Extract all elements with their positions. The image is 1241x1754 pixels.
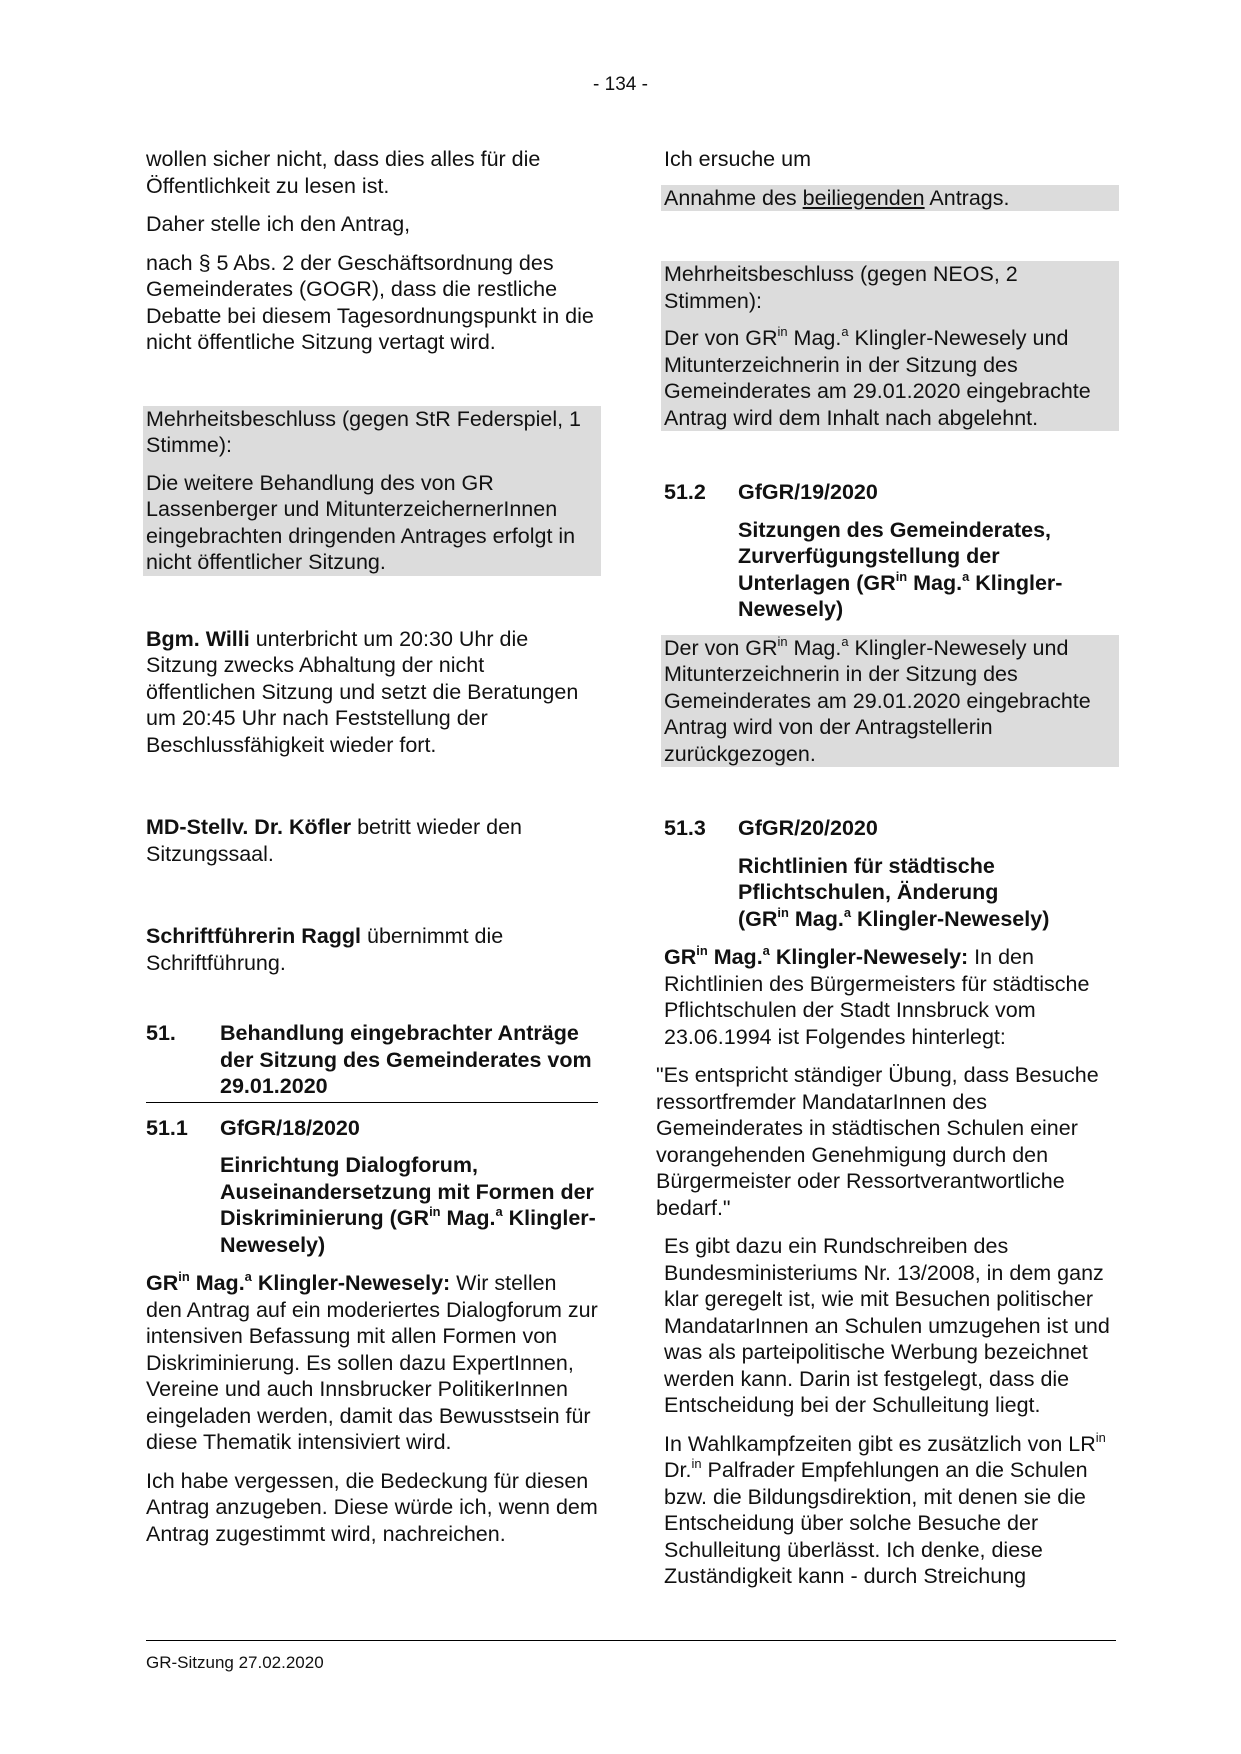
paragraph (146, 1270, 598, 1456)
text-part: Mag. (787, 326, 842, 350)
superscript: in (429, 1203, 441, 1219)
subtitle-text: Klingler-Newesely) (738, 570, 1063, 621)
text-part: Annahme des (664, 185, 803, 210)
section-title: Behandlung eingebrachter Anträge der Sitzung des Gemeinderates vom 29.01.2020 (220, 1021, 592, 1098)
page-number: - 134 - (593, 74, 648, 95)
paragraph-text: In Wahlkampfzeiten gibt es zusätzlich von LR (664, 1431, 1096, 1456)
subtitle-line (738, 906, 1116, 933)
subtitle-text: Mag. (907, 570, 963, 595)
paragraph-text: betritt wieder den Sitzungssaal. (146, 815, 522, 866)
superscript: a (762, 942, 770, 958)
speaker-name (664, 942, 969, 969)
paragraph (664, 944, 1116, 1050)
superscript: a (841, 323, 849, 339)
paragraph-text: Palfrader Empfehlungen an die Schulen bzw. die Bildungsdirektion, mit denen sie die Entscheidung über solche Besuche der Schulleitung überlässt. Ich denke, diese Zuständigkeit kann - durch Streichung (664, 1458, 1088, 1588)
superscript: in (696, 942, 708, 958)
paragraph-text: übernimmt die Schriftführung. (146, 924, 504, 975)
footer-text: GR-Sitzung 27.02.2020 (146, 1653, 324, 1672)
resolution-box (661, 635, 1119, 768)
section-heading-51-2 (664, 479, 1116, 506)
paragraph-text: In den Richtlinien des Bürgermeisters für städtische Pflichtschulen der Stadt Innsbruck vom 23.06.1994 ist Folgendes hinterlegt: (664, 945, 1090, 1049)
section-heading-51-1 (146, 1115, 598, 1142)
section-subtitle (146, 1152, 598, 1258)
superscript: a (843, 904, 852, 920)
paragraph: Daher stelle ich den Antrag, (146, 212, 411, 236)
section-number: 51. (146, 1021, 176, 1045)
section-heading-51-3 (664, 815, 1116, 842)
paragraph-text: unterbricht um 20:30 Uhr die Sitzung zwecks Abhaltung der nicht öffentlichen Sitzung und setzt die Beratungen um 20:45 Uhr nach Feststellung der Beschlussfähigkeit wieder fort. (146, 626, 579, 757)
superscript: in (777, 323, 788, 339)
resolution-text (664, 325, 1116, 431)
request-text (664, 185, 1116, 212)
subtitle-text: (GR (738, 906, 778, 931)
footer-divider (146, 1640, 1116, 1641)
superscript: in (895, 568, 908, 584)
superscript: in (777, 904, 789, 920)
resolution-text: Die weitere Behandlung des von GR Lassenberger und MitunterzeichernerInnen eingebrachten dringenden Antrages erfolgt in nicht öffentlicher Sitzung. (146, 470, 576, 574)
speaker-name (146, 1268, 451, 1295)
quote: "Es entspricht ständiger Übung, dass Besuche ressortfremder MandatarInnen des Gemeinderates in städtischen Schulen einer vorangehenden Genehmigung durch den Bürgermeister oder Ressortverantwortliche bedarf." (656, 1063, 1099, 1220)
subtitle-text: Mag. (440, 1206, 496, 1230)
vote-result: Mehrheitsbeschluss (gegen StR Federspiel, 1 Stimme): (146, 406, 581, 457)
speaker-part: Klingler-Newesely: (251, 1271, 451, 1295)
speaker-part: GR (664, 945, 697, 969)
section-subtitle (664, 517, 1116, 623)
speaker-part: Mag. (189, 1271, 245, 1295)
section-subtitle (664, 853, 1116, 933)
text-part: Antrags. (924, 185, 1010, 210)
speaker-name: Schriftführerin Raggl (146, 924, 362, 948)
section-code: GfGR/18/2020 (220, 1115, 360, 1140)
superscript: a (962, 568, 970, 584)
superscript: a (841, 633, 849, 649)
superscript: in (1095, 1429, 1106, 1445)
speaker-part: Mag. (707, 945, 763, 969)
subtitle-text: Sitzungen des Gemeinderates, Zurverfügungstellung der Unterlagen (GR (738, 517, 1052, 595)
paragraph (664, 1431, 1116, 1590)
paragraph (146, 923, 598, 976)
text-part: Klingler-Newesely und Mitunterzeichnerin in der Sitzung des Gemeinderates am 29.01.2020 eingebrachte Antrag wird dem Inhalt nach abgelehnt. (664, 326, 1091, 430)
superscript: in (777, 633, 788, 649)
subtitle-text: Mag. (788, 906, 844, 931)
text-part: Der von GR (664, 635, 778, 660)
speaker-part: GR (146, 1271, 179, 1295)
paragraph: wollen sicher nicht, dass dies alles für die Öffentlichkeit zu lesen ist. (146, 147, 541, 198)
paragraph (146, 626, 598, 759)
subtitle-line: Richtlinien für städtische Pflichtschulen, Änderung (738, 853, 999, 904)
text-part: Klingler-Newesely und Mitunterzeichnerin in der Sitzung des Gemeinderates am 29.01.2020 eingebrachte Antrag wird von der Antragstellerin zurückgezogen. (664, 635, 1091, 766)
paragraph-text: Dr. (664, 1458, 692, 1482)
request-box (661, 185, 1119, 212)
superscript: a (495, 1203, 503, 1219)
section-heading-51 (146, 1020, 598, 1103)
speaker-name: MD-Stellv. Dr. Köfler (146, 815, 352, 839)
right-column (656, 146, 1116, 1590)
text-part: Der von GR (664, 326, 778, 350)
resolution-text (664, 635, 1116, 768)
paragraph: nach § 5 Abs. 2 der Geschäftsordnung des Gemeinderates (GOGR), dass die restliche Debatte bei diesem Tagesordnungspunkt in die nicht öffentliche Sitzung vertagt wird. (146, 250, 594, 354)
section-number: 51.1 (146, 1115, 188, 1140)
text-part: Mag. (787, 635, 842, 660)
section-code: GfGR/19/2020 (738, 480, 878, 504)
resolution-box (143, 406, 601, 576)
paragraph-text: Wir stellen den Antrag auf ein moderiertes Dialogforum zur intensiven Befassung mit allen Formen von Diskriminierung. Es sollen dazu ExpertInnen, Vereine und auch Innsbrucker PolitikerInnen eingeladen werden, damit das Bewusstsein für diese Thematik intensiviert wird. (146, 1271, 598, 1454)
superscript: in (691, 1455, 702, 1471)
left-column (146, 146, 598, 1547)
subtitle-text: Einrichtung Dialogforum, Auseinandersetzung mit Formen der Diskriminierung (GR (220, 1153, 594, 1230)
speaker-name: Bgm. Willi (146, 626, 250, 651)
superscript: in (178, 1268, 190, 1284)
paragraph: Es gibt dazu ein Rundschreiben des Bundesministeriums Nr. 13/2008, in dem ganz klar geregelt ist, wie mit Besuchen politischer MandatarInnen an Schulen umzugehen ist und was als parteipolitische Werbung bezeichnet werden kann. Darin ist festgelegt, dass die Entscheidung bei der Schulleitung liegt. (664, 1234, 1110, 1417)
paragraph: Ich habe vergessen, die Bedeckung für diesen Antrag anzugeben. Diese würde ich, wenn dem Antrag zugestimmt wird, nachreichen. (146, 1468, 598, 1546)
underlined-text: beiliegenden (802, 185, 925, 210)
speaker-part: Klingler-Newesely: (769, 945, 969, 969)
paragraph (146, 814, 598, 867)
paragraph: Ich ersuche um (664, 147, 811, 171)
section-code: GfGR/20/2020 (738, 816, 878, 840)
subtitle-text: Klingler-Newesely) (851, 906, 1050, 931)
vote-result: Mehrheitsbeschluss (gegen NEOS, 2 Stimmen): (664, 262, 1018, 313)
section-number: 51.3 (664, 816, 706, 840)
resolution-box (661, 261, 1119, 431)
superscript: a (244, 1268, 252, 1284)
subtitle-text: Klingler-Newesely) (220, 1206, 596, 1257)
section-number: 51.2 (664, 480, 706, 504)
